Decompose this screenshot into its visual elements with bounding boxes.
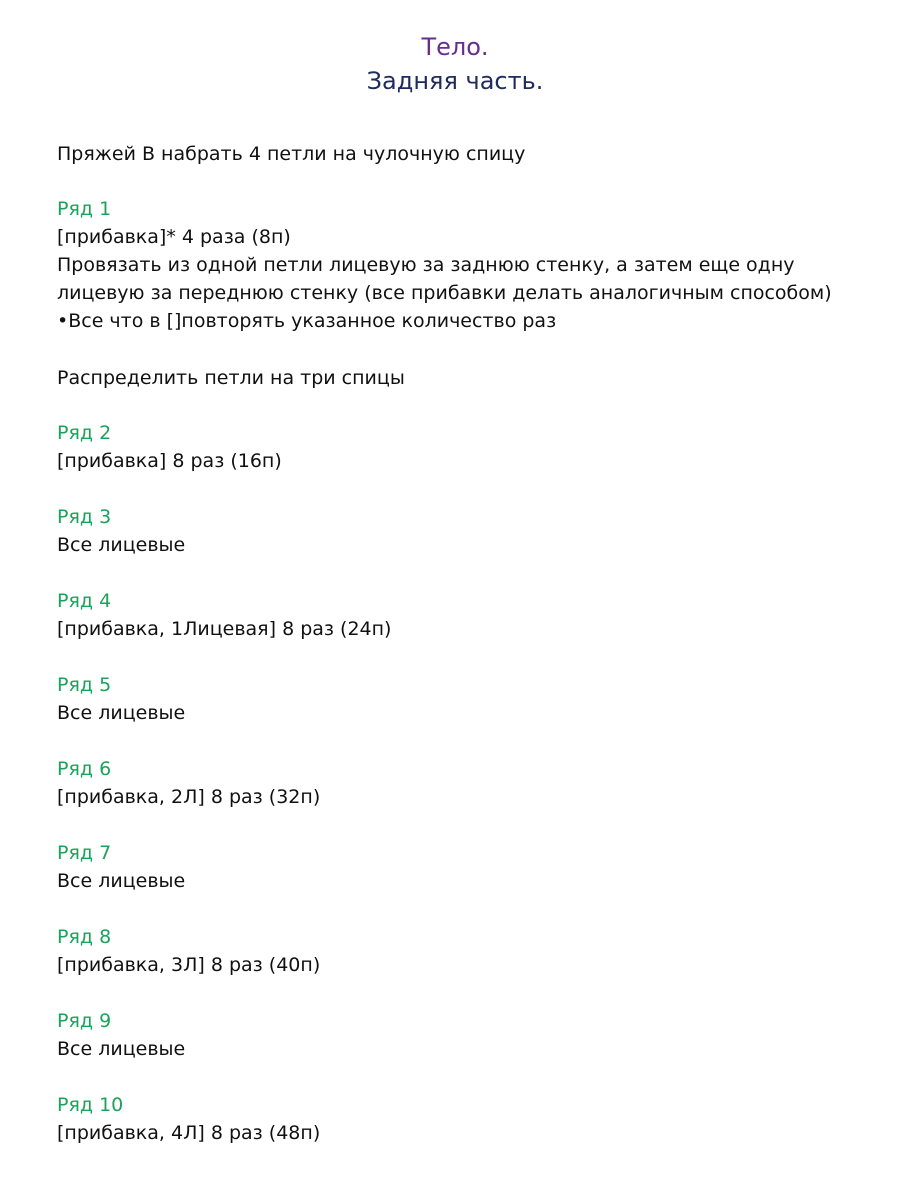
row-9-heading: Ряд 9 [57, 1010, 112, 1032]
title-section: Тело. [421, 33, 489, 61]
row-1-note-line-1: Провязать из одной петли лицевую за заднюю стенку, а затем еще одну [57, 254, 795, 276]
row-7-text: Все лицевые [57, 870, 186, 892]
row-9-text: Все лицевые [57, 1038, 186, 1060]
row-4-heading: Ряд 4 [57, 590, 112, 612]
row-5-heading: Ряд 5 [57, 674, 112, 696]
row-1-instruction: [прибавка]* 4 раза (8п) [57, 226, 291, 248]
row-8-text: [прибавка, 3Л] 8 раз (40п) [57, 954, 321, 976]
title-block [0, 30, 900, 98]
row-6-text: [прибавка, 2Л] 8 раз (32п) [57, 786, 321, 808]
row-8-heading: Ряд 8 [57, 926, 112, 948]
row-6-heading: Ряд 6 [57, 758, 112, 780]
row-2-heading: Ряд 2 [57, 422, 112, 444]
row-1-footnote: •Все что в []повторять указанное количество раз [57, 310, 557, 332]
distribute-text: Распределить петли на три спицы [57, 367, 405, 389]
row-4-text: [прибавка, 1Лицевая] 8 раз (24п) [57, 618, 392, 640]
row-7-heading: Ряд 7 [57, 842, 112, 864]
row-5-text: Все лицевые [57, 702, 186, 724]
row-3-text: Все лицевые [57, 534, 186, 556]
row-2-text: [прибавка] 8 раз (16п) [57, 450, 282, 472]
row-1-note-line-2: лицевую за переднюю стенку (все прибавки делать аналогичным способом) [57, 282, 832, 304]
intro-text: Пряжей В набрать 4 петли на чулочную спицу [57, 143, 526, 165]
title-subsection: Задняя часть. [366, 67, 544, 95]
row-10-heading: Ряд 10 [57, 1094, 124, 1116]
row-1-heading: Ряд 1 [57, 198, 112, 220]
row-10-text: [прибавка, 4Л] 8 раз (48п) [57, 1122, 321, 1144]
row-3-heading: Ряд 3 [57, 506, 112, 528]
